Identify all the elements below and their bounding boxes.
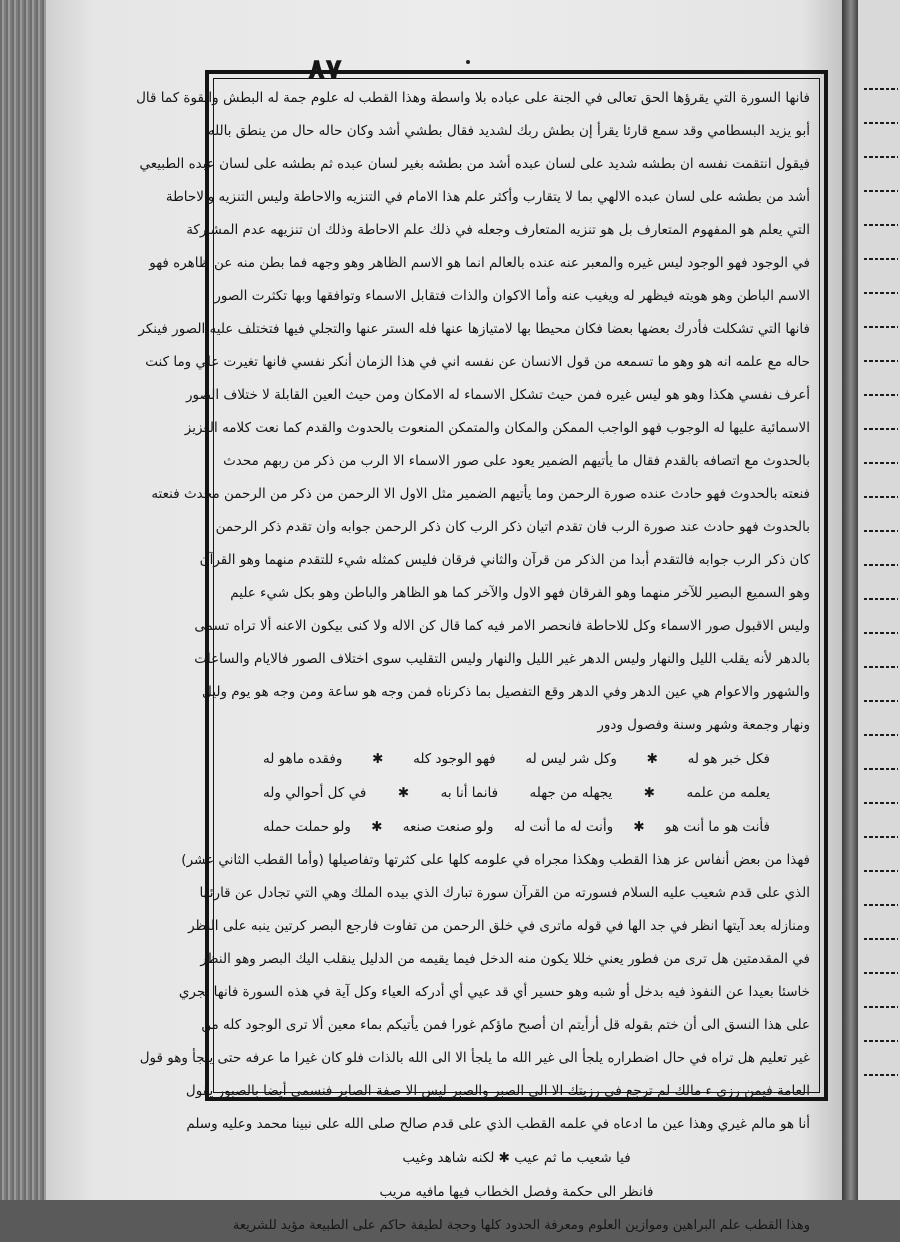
poem-separator: ✱ [372,751,384,767]
poem-line [223,810,810,844]
poem-separator: ✱ [633,819,645,835]
adjacent-text-fragment [864,904,898,906]
text-line: ونهار وجمعة وشهر وسنة وفصول ودور [597,717,810,733]
text-line: أشد من بطشه على لسان عبده الالهي بما لا يتقارب وأكثر علم هذا الامام في التنزيه والاحاطة وليس التنزيه والاحاطة [165,189,810,205]
text-line: الذي على قدم شعيب عليه السلام فسورته من القرآن سورة تبارك الذي بيده الملك وهي التي تجادل عن قارئها [199,885,810,901]
adjacent-text-fragment [864,530,898,532]
adjacent-text-fragment [864,224,898,226]
adjacent-text-fragment [864,88,898,90]
poem-hemistich: يعلمه من علمه [686,785,770,801]
text-line: فهذا من بعض أنفاس عز هذا القطب وهكذا مجراه في علومه كلها على كثرتها وتفاصيلها (وأما القطب الثاني عشر) [181,852,810,868]
adjacent-text-fragment [864,292,898,294]
text-line: أنا هو مالم غيري وهذا عين ما ادعاه في علمه القطب الذي على قدم صالح صلى الله على نبينا محمد وعليه وسلم [186,1116,810,1132]
text-line: وليس الاقبول صور الاسماء وكل للاحاطة فانحصر الامر فيه كما قال كن الاله ولا كنى بيكون الاعنه ألا تراه تسمى [194,618,810,634]
text-line: بالدهر لأنه يقلب الليل والنهار وليس الدهر غير الليل والنهار وليس التقليب سوى اختلاف الصور فالايام والساعات [194,651,810,667]
poem-hemistich: فكل خبر هو له [687,751,770,767]
poem-separator: ✱ [643,785,656,801]
poem-hemistich: وفقده ماهو له [263,751,343,767]
text-line: الاسمائية عليها له الوجوب فهو الواجب الممكن والمكان والمتمكن المنعوت بالحدوث والقدم كما نعت كلامه العزيز [184,420,810,436]
adjacent-text-fragment [864,394,898,396]
adjacent-text-fragment [864,870,898,872]
text-line: بالحدوث فهو حادث عند صورة الرب فان تقدم اتيان ذكر الرب كان ذكر الرحمن جوابه وان تقدم ذكر الرحمن [215,519,810,535]
adjacent-text-fragment [864,700,898,702]
adjacent-text-fragment [864,598,898,600]
text-line: في المقدمتين هل ترى من فطور يعني خللا يكون منه الدخل فيما يقيمه من الدليل ينقلب اليك البصر وهو النظر [200,951,810,967]
poem-hemistich: فانما أنا به [440,785,499,801]
text-line: فنعته بالحدوث فهو حادث عنده صورة الرحمن وما يأتيهم الضمير مثل الاول الا الرحمن من ذكر من الرحمن محدث فنعته [151,486,810,502]
adjacent-text-fragment [864,428,898,430]
text-line: أعرف نفسي هكذا وهو هو ليس غيره فمن حيث تشكل الاسماء له الامكان ومن حيث العين القابلة لا ختلاف الصور [186,387,810,403]
text-line: في الوجود فهو الوجود ليس غيره والمعبر عنه عنده بالعالم انما هو الاسم الظاهر وهو وجهه فما بطن منه عن ظاهره فهو [149,255,810,271]
adjacent-text-fragment [864,632,898,634]
text-line: أبو يزيد البسطامي وقد سمع قارئا يقرأ إن بطش ربك لشديد فقال بطشي أشد وكان حاله حال من ينطق بالله [207,123,810,139]
ornament-dot [466,60,470,64]
adjacent-text-fragment [864,190,898,192]
text-line: الاسم الباطن وهو هويته فيظهر له ويغيب عنه وأما الاكوان والذات فتقابل الاسماء وتوافقها وبها تكثرت الصور [214,288,810,304]
adjacent-text-fragment [864,836,898,838]
poem-hemistich: ولو صنعت صنعه [402,819,494,835]
adjacent-text-fragment [864,802,898,804]
verse-line: فانظر الى حكمة وفصل الخطاب فيها مافيه مريب [379,1184,654,1200]
poem-hemistich: وأنت له ما أنت له [513,819,614,835]
book-page [46,0,850,1233]
main-text [136,82,810,1242]
adjacent-text-fragment [864,122,898,124]
text-line: ومنازله بعد آيتها انظر في جد الها في قوله ماترى في خلق الرحمن من تفاوت فارجع البصر كرتين ينبه على النظر [188,918,810,934]
text-line: وهو السميع البصير للآخر منهما وهو الفرقان فهو الاول والآخر كما هو الظاهر والباطن وهو بكل شيء عليم [230,585,810,601]
adjacent-text-fragment [864,1074,898,1076]
text-line: غير تعليم هل تراه في حال اضطراره يلجأ الى غير الله ما يلجأ الا الى الله بالذات فلو كان غيرا ما عرفه حتى يلجأ وهو قول [139,1050,810,1066]
text-line: فانها التي تشكلت فأدرك بعضها بعضا فكان محيطا بها لامتيازها عنها فله الستر عنها والتجلي فيها فتختلف عليه الصور فينكر [138,321,810,337]
poem-hemistich: يجهله من جهله [529,785,613,801]
adjacent-page-edge [858,0,900,1200]
text-line: كان ذكر الرب جوابه فالتقدم أبدا من الذكر من قرآن والثاني فرقان فليس كمثله شيء للتقدم منهما وهو القرآن [199,552,810,568]
adjacent-text-fragment [864,1040,898,1042]
text-frame [136,70,828,1233]
adjacent-text-fragment [864,972,898,974]
poem-hemistich: فأنت هو ما أنت هو [664,819,770,835]
text-line: بالحدوث مع اتصافه بالقدم فقال ما يأتيهم الضمير يعود على صور الاسماء الا الرب من ذكر من ربهم محدث [223,453,810,469]
text-line: خاسئا بعيدا عن النفوذ فيه بدخل أو شبه وهو حسير أي قد عيي أي أدركه العياء وكل آية في هذه السورة فانها تجري [178,984,810,1000]
adjacent-text-fragment [864,1006,898,1008]
adjacent-text-fragment [864,768,898,770]
adjacent-text-fragment [864,258,898,260]
text-line: العامة فيمن رزى ء مالك لم ترجع في رزيتك الا الى الصبر والصبر ليس الا صفة الصابر فنسمي أيضا بالصبور يقول [185,1083,810,1099]
adjacent-text-fragment [864,734,898,736]
poem-line [223,742,810,776]
poem-separator: ✱ [397,785,410,801]
verse-line: فيا شعيب ما ثم عيب ✱ لكنه شاهد وغيب [402,1150,631,1166]
text-line: فيقول انتقمت نفسه ان بطشه شديد على لسان عبده أشد من بطشه بغير لسان عبده ثم بطشه على لسان عبده الطبيعي [139,156,810,172]
poem-hemistich: ولو حملت حمله [263,819,351,835]
text-line: حاله مع علمه انه هو وهو ما تسمعه من قول الانسان عن نفسه اني في هذا الزمان أنكر نفسي فانها تغيرت علي وما كنت [145,354,810,370]
adjacent-text-fragment [864,666,898,668]
adjacent-text-fragment [864,564,898,566]
poem-separator: ✱ [646,751,658,767]
text-line: التي يعلم هو المفهوم المتعارف بل هو تنزيه المتعارف وجعله في ذلك علم الاحاطة وذلك ان تنزيهه عدم المشاركة [186,222,810,238]
poem-separator: ✱ [371,819,383,835]
adjacent-text-fragment [864,156,898,158]
adjacent-text-fragment [864,496,898,498]
text-line: والشهور والاعوام هي عين الدهر وفي الدهر وقع التفصيل بما ذكرناه فمن وجه هو ساعة ومن وجه هو يوم وليل [202,684,810,700]
adjacent-text-fragment [864,462,898,464]
adjacent-text-fragment [864,938,898,940]
closing-line: وهذا القطب علم البراهين وموازين العلوم ومعرفة الحدود كلها وحجة لطيفة حاكم على الطبيعة مؤيد للشريعة [232,1218,810,1233]
poem-hemistich: في كل أحوالي وله [263,785,367,801]
adjacent-text-fragment [864,326,898,328]
page-number: ٨٧ [308,52,343,85]
poem-hemistich: فهو الوجود كله [413,751,496,767]
poem-hemistich: وكل شر ليس له [525,751,617,767]
adjacent-text-fragment [864,360,898,362]
text-line: فانها السورة التي يقرؤها الحق تعالى في الجنة على عباده بلا واسطة وهذا القطب له علوم جمة له البطش والقوة كما قال [136,90,810,106]
text-line: على هذا النسق الى أن ختم بقوله قل أرأيتم ان أصبح ماؤكم غورا فمن يأتيكم بماء معين ألا ترى الوجود كله من [201,1017,810,1033]
poem-line [223,776,810,810]
